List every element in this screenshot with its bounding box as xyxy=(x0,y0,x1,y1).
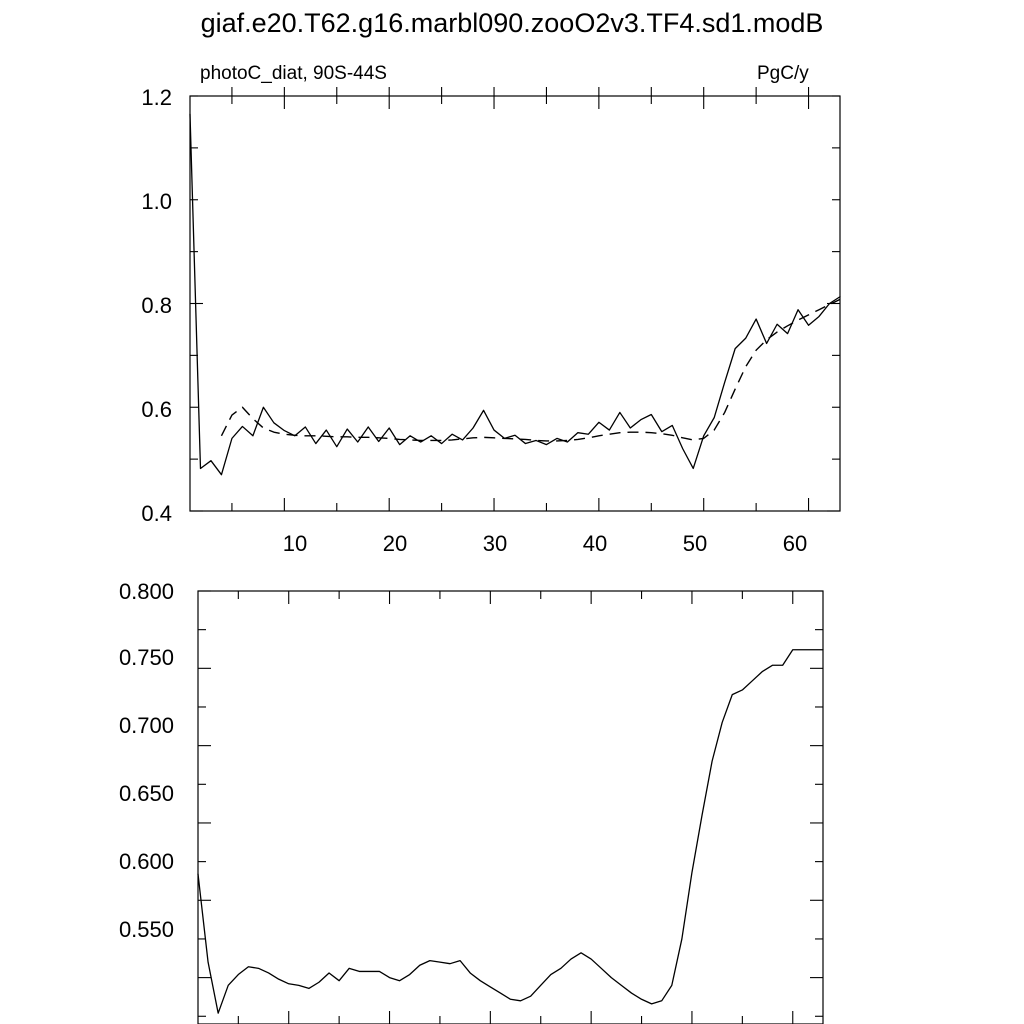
panel1-xtick-40: 40 xyxy=(582,531,608,556)
panel1-xtick-50: 50 xyxy=(682,531,708,556)
panel2-ytick-0.550: 0.550 xyxy=(118,917,174,942)
panel2-ytick-0.600: 0.600 xyxy=(118,849,174,874)
panel2-ytick-0.750: 0.750 xyxy=(118,645,174,670)
panel1-xtick-20: 20 xyxy=(382,531,408,556)
panel1-plot-svg xyxy=(0,55,1024,565)
panel2-axes-frame xyxy=(198,591,823,1024)
panel2-ytick-0.700: 0.700 xyxy=(118,713,174,738)
panel2-ytick-0.800: 0.800 xyxy=(118,579,174,604)
panel1-header-left: photoC_diat, 90S-44S xyxy=(200,63,387,84)
panel2-ytick-0.650: 0.650 xyxy=(118,781,174,806)
chart-panel-top xyxy=(0,55,1024,565)
panel1-axes-frame xyxy=(190,96,840,511)
panel1-header-right: PgC/y xyxy=(757,63,809,84)
panel1-xtick-30: 30 xyxy=(482,531,508,556)
panel1-tickmarks xyxy=(190,87,840,511)
panel1-series-smoothed xyxy=(221,299,840,441)
panel1-ytick-1.0: 1.0 xyxy=(141,189,172,214)
panel1-ytick-0.4: 0.4 xyxy=(141,501,172,526)
page-title: giaf.e20.T62.g16.marbl090.zooO2v3.TF4.sd1.modB xyxy=(200,8,824,38)
chart-panel-bottom xyxy=(0,565,1024,1024)
panel2-plot-svg xyxy=(0,565,1024,1024)
panel1-xtick-60: 60 xyxy=(782,531,808,556)
panel2-tickmarks xyxy=(198,591,823,1024)
panel1-ytick-1.2: 1.2 xyxy=(141,85,172,110)
panel1-xtick-10: 10 xyxy=(282,531,308,556)
panel1-ytick-0.6: 0.6 xyxy=(141,397,172,422)
panel1-series-annual xyxy=(190,114,840,475)
panel1-ytick-0.8: 0.8 xyxy=(141,293,172,318)
panel2-series-annual xyxy=(198,650,823,1013)
